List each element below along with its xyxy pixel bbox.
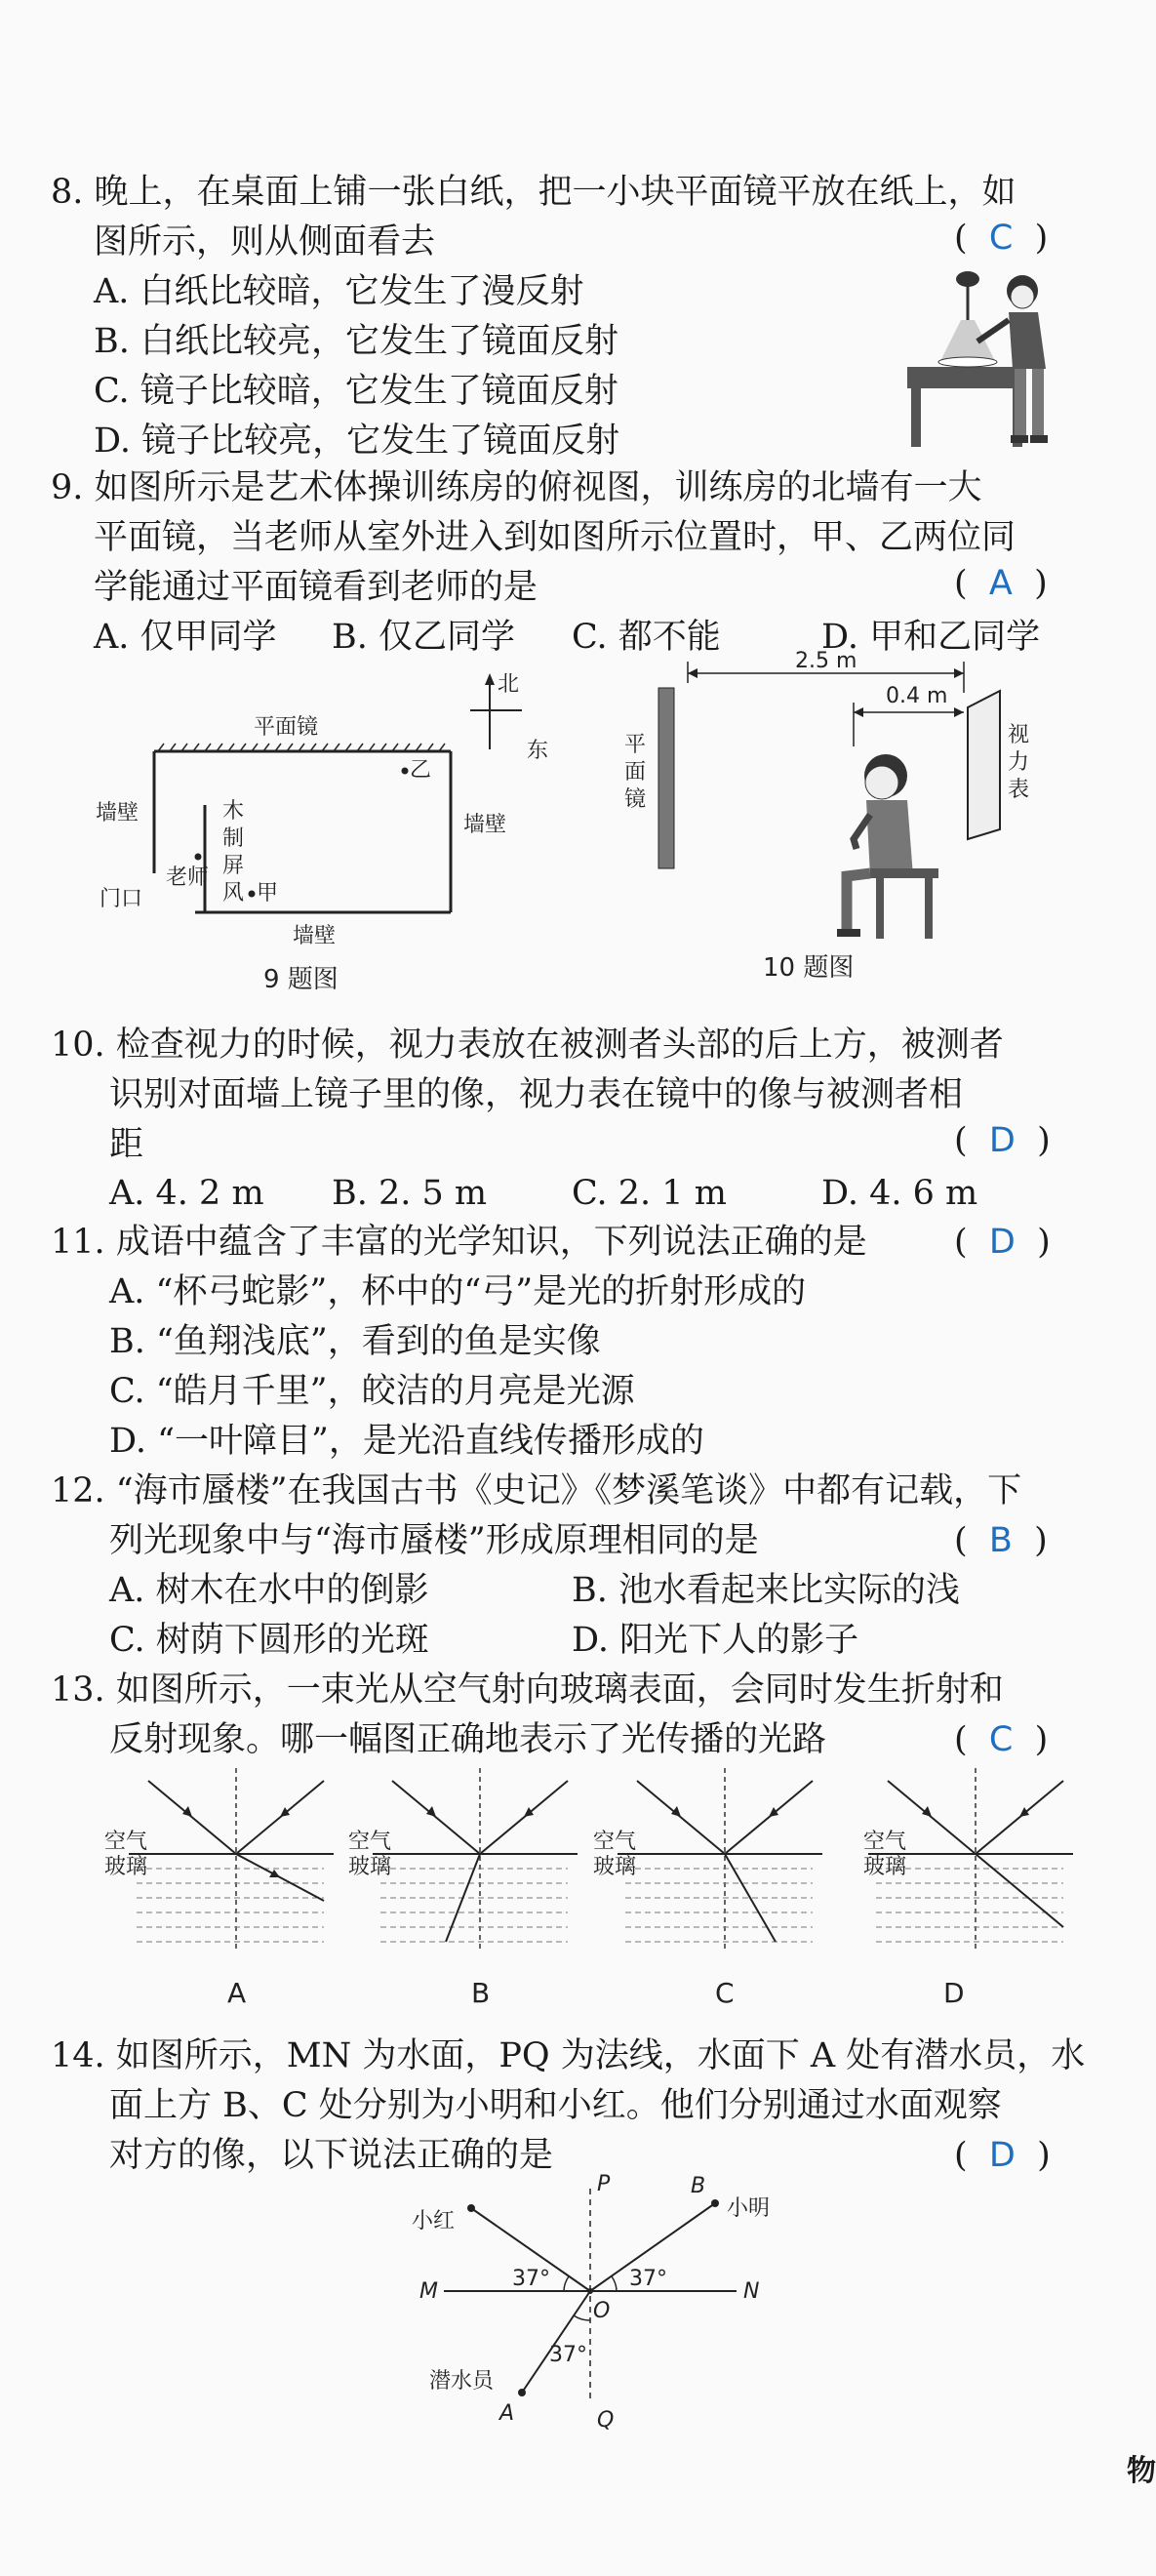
q13-panel-b (348, 1768, 578, 2009)
q12-answer: B (988, 1521, 1013, 1560)
point-a (518, 2389, 526, 2396)
q8-answer-box: ( C ) (954, 219, 1049, 258)
q13-stem-line-1: 13. 如图所示，一束光从空气射向玻璃表面，会同时发生折射和 (51, 1670, 1004, 1710)
q11-option-b: B. “鱼翔浅底”，看到的鱼是实像 (109, 1322, 601, 1361)
q13-answer-box: ( C ) (954, 1720, 1049, 1759)
q13-panel-d (863, 1768, 1073, 2009)
screen-char-3: 屏 (222, 854, 245, 878)
q11-option-c: C. “皓月千里”，皎洁的月亮是光源 (109, 1372, 635, 1411)
q12-option-a: A. 树木在水中的倒影 (109, 1571, 429, 1610)
q9-stem-line-1: 9. 如图所示是艺术体操训练房的俯视图，训练房的北墙有一大 (51, 468, 982, 507)
q12-answer-box: ( B ) (954, 1521, 1048, 1560)
q14-stem-line-2: 面上方 B、C 处分别为小明和小红。他们分别通过水面观察 (109, 2086, 1002, 2125)
q9-option-b: B. 仅乙同学 (332, 618, 515, 657)
q10-option-c: C. 2. 1 m (572, 1174, 727, 1213)
label-xiaohong: 小红 (412, 2209, 456, 2234)
q8-option-c: C. 镜子比较暗，它发生了镜面反射 (94, 372, 618, 411)
q8-answer: C (988, 219, 1014, 258)
q8-stem-line-2: 图所示，则从侧面看去 (94, 222, 436, 262)
q10-option-a: A. 4. 2 m (109, 1174, 264, 1213)
q11-option-a: A. “杯弓蛇影”，杯中的“弓”是光的折射形成的 (109, 1272, 807, 1311)
panel-letter-c: C (715, 1977, 735, 2009)
q10-answer-box: ( D ) (954, 1121, 1051, 1160)
q12-stem-line-2: 列光现象中与“海市蜃楼”形成原理相同的是 (109, 1521, 759, 1560)
q8-option-a: A. 白纸比较暗，它发生了漫反射 (94, 272, 584, 311)
panel-letter-a: A (227, 1977, 247, 2009)
label-b: B (691, 2174, 706, 2198)
q11-option-d: D. “一叶障目”，是光沿直线传播形成的 (109, 1422, 704, 1461)
label-o: O (593, 2299, 611, 2323)
q10-option-b: B. 2. 5 m (332, 1174, 488, 1213)
glass-label-d: 玻璃 (863, 1855, 907, 1879)
q10-stem-line-3: 距 (109, 1125, 144, 1164)
left-wall-label: 墙壁 (96, 801, 140, 825)
air-label-d: 空气 (863, 1830, 907, 1854)
q10-answer: D (988, 1121, 1016, 1160)
angle-bottom-label: 37° (549, 2343, 587, 2367)
q14-figure-diver-reflection (390, 2171, 800, 2439)
teacher-label: 老师 (166, 865, 210, 890)
q9-answer: A (988, 564, 1013, 603)
north-label: 北 (498, 672, 520, 697)
q10-figure-eye-test (615, 649, 1073, 995)
screen-char-1: 木 (222, 799, 245, 824)
angle-left-label: 37° (512, 2267, 550, 2291)
label-q: Q (597, 2408, 615, 2433)
q12-stem-line-1: 12. “海市蜃楼”在我国古书《史记》《梦溪笔谈》中都有记载，下 (51, 1471, 1022, 1510)
dist-total-label: 2.5 m (795, 649, 857, 673)
q13-panel-a (104, 1768, 334, 2009)
right-wall-label: 墙壁 (463, 813, 507, 837)
label-a: A (499, 2401, 515, 2426)
q12-option-c: C. 树荫下圆形的光斑 (109, 1621, 429, 1660)
page-side-tab: 物 (1127, 2454, 1156, 2488)
plane-mirror (658, 688, 674, 868)
q12-option-b: B. 池水看起来比实际的浅 (572, 1571, 960, 1610)
q13-figure-light-paths (93, 1756, 1088, 2020)
bottom-wall-label: 墙壁 (293, 924, 337, 948)
q11-answer: D (988, 1223, 1016, 1262)
dist-near-label: 0.4 m (886, 684, 948, 708)
q9-stem-line-2: 平面镜，当老师从室外进入到如图所示位置时，甲、乙两位同 (94, 518, 1016, 557)
q14-stem-line-1: 14. 如图所示，MN 为水面，PQ 为法线，水面下 A 处有潜水员，水 (51, 2036, 1086, 2075)
q10-option-d: D. 4. 6 m (821, 1174, 978, 1213)
q9-option-a: A. 仅甲同学 (94, 618, 277, 657)
q9-option-d: D. 甲和乙同学 (821, 618, 1041, 657)
q10-stem-line-2: 识别对面墙上镜子里的像，视力表在镜中的像与被测者相 (109, 1075, 964, 1114)
jia-student-dot (249, 891, 256, 898)
q10-stem-line-1: 10. 检查视力的时候，视力表放在被测者头部的后上方，被测者 (51, 1026, 1004, 1065)
mirror-char-1: 平 (624, 733, 647, 757)
eye-chart (968, 691, 1000, 839)
panel-letter-b: B (471, 1977, 491, 2009)
air-label-c: 空气 (593, 1830, 637, 1854)
q8-option-b: B. 白纸比较亮，它发生了镜面反射 (94, 322, 618, 361)
teacher-dot (195, 854, 202, 861)
q9-option-c: C. 都不能 (572, 618, 721, 657)
point-o (587, 2288, 593, 2294)
screen-char-2: 制 (222, 826, 245, 851)
label-m: M (419, 2279, 438, 2304)
q14-answer: D (988, 2136, 1016, 2175)
q9-mirror-label: 平面镜 (254, 715, 319, 740)
glass-label-a: 玻璃 (104, 1855, 148, 1879)
point-c (467, 2204, 475, 2212)
chart-char-1: 视 (1008, 723, 1030, 747)
yi-student-dot (402, 768, 409, 775)
q9-figure-room-plan (88, 664, 595, 995)
panel-letter-d: D (943, 1977, 965, 2009)
label-n: N (743, 2279, 760, 2304)
air-label-a: 空气 (104, 1830, 148, 1854)
mirror-char-2: 面 (624, 760, 647, 785)
q14-answer-box: ( D ) (954, 2136, 1051, 2175)
label-diver: 潜水员 (429, 2369, 495, 2394)
angle-right-label: 37° (629, 2267, 667, 2291)
label-p: P (597, 2172, 611, 2196)
label-xiaoming: 小明 (727, 2196, 771, 2221)
yi-label: 乙 (410, 758, 432, 783)
air-label-b: 空气 (348, 1830, 392, 1854)
q8-stem-line-1: 8. 晚上，在桌面上铺一张白纸，把一小块平面镜平放在纸上，如 (51, 173, 1016, 212)
q13-answer: C (988, 1720, 1014, 1759)
q8-figure-boy-with-lamp (907, 252, 1073, 447)
east-label: 东 (527, 739, 549, 763)
jia-label: 甲 (257, 881, 279, 906)
glass-label-c: 玻璃 (593, 1855, 637, 1879)
q9-stem-line-3: 学能通过平面镜看到老师的是 (94, 568, 538, 607)
q11-stem-line-1: 11. 成语中蕴含了丰富的光学知识，下列说法正确的是 (51, 1223, 867, 1262)
chart-char-2: 力 (1008, 750, 1030, 775)
q12-option-d: D. 阳光下人的影子 (572, 1621, 859, 1660)
mirror-char-3: 镜 (624, 787, 647, 812)
point-b (711, 2199, 719, 2207)
screen-char-4: 风 (222, 881, 245, 906)
q8-option-d: D. 镜子比较亮，它发生了镜面反射 (94, 422, 620, 461)
door-label: 门口 (100, 887, 143, 911)
q11-answer-box: ( D ) (954, 1223, 1051, 1262)
glass-label-b: 玻璃 (348, 1855, 392, 1879)
q10-figure-caption: 10 题图 (763, 953, 855, 983)
chart-char-3: 表 (1008, 778, 1030, 802)
q13-stem-line-2: 反射现象。哪一幅图正确地表示了光传播的光路 (109, 1720, 827, 1759)
q13-panel-c (593, 1768, 822, 2009)
q14-stem-line-3: 对方的像，以下说法正确的是 (109, 2136, 554, 2175)
q9-figure-caption: 9 题图 (263, 965, 339, 994)
q9-answer-box: ( A ) (954, 564, 1048, 603)
